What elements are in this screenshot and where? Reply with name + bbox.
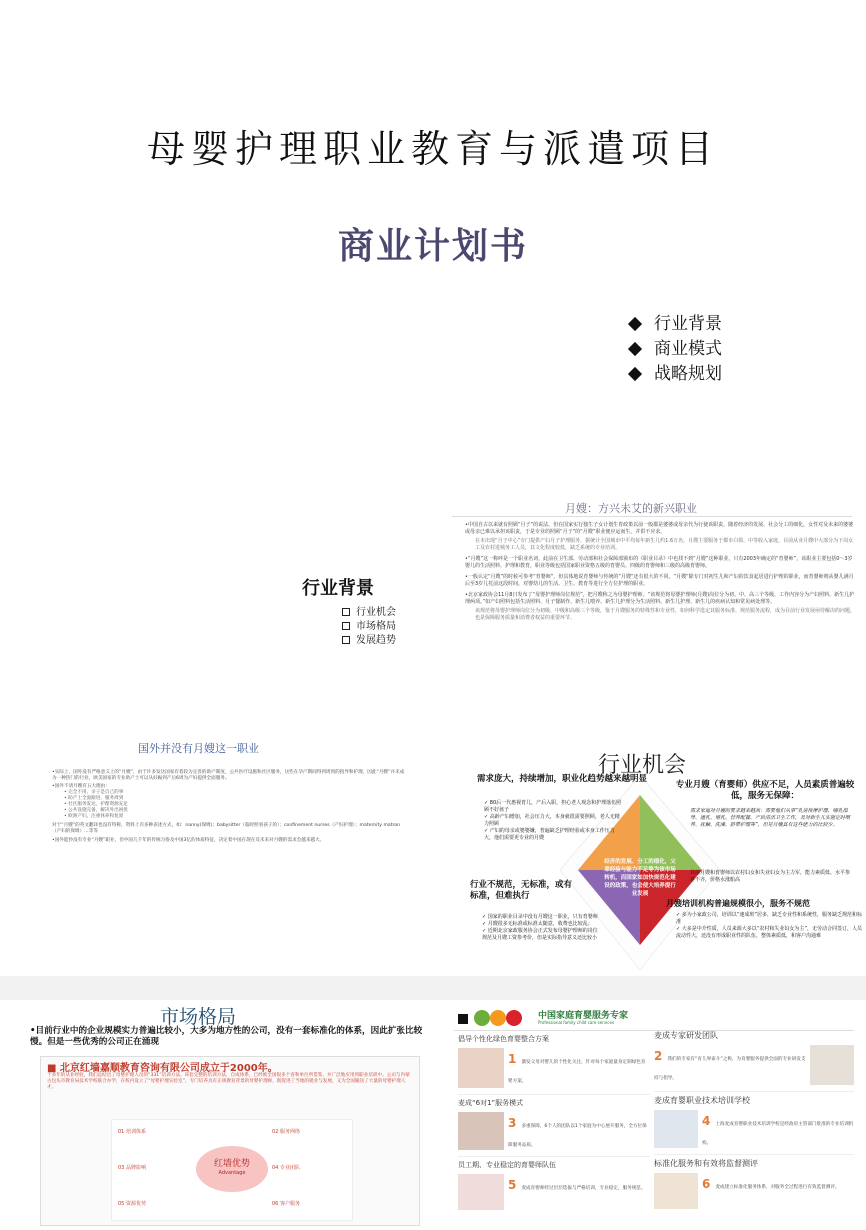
photo	[654, 1173, 698, 1209]
diamond-center-text: 经济的发展、分工的细化，父辈经验与能力不足等为该市场转机，而国家如加快规范化建设的政策，也会使大培养提行业发展	[604, 859, 676, 897]
square-bullet-icon	[342, 636, 350, 644]
advantage-label: 03 品牌影响	[118, 1165, 146, 1171]
cover-subtitle: 商业计划书	[337, 226, 528, 267]
q3-list: ✓ 国家的职业目录中没有月嫂这一职业，只有育婴师 ✓ 月嫂很多无标准或标准太随意，收费也比较乱； ✓ 近期北京家政服务协会正式发布母婴护理师的岗位规范及月嫂工资参考价，但是实际指导意义还比较小	[482, 914, 598, 941]
block-number: 5	[508, 1178, 517, 1192]
q1-list: ✓ 80后一代惠视育儿，产后入职，担心老人观念和护理落伍照顾不好孩子 ✓ 高龄产妇增加，社会压力大，本身就很需要照顾，老人无精力照顾 ✓ 产妇的母亲或婆婆嫌，普遍缺乏护理经验或本身工作压力大，他们需要更专业的月嫂	[484, 800, 622, 841]
block	[458, 1112, 650, 1150]
logo-bar	[454, 1004, 854, 1031]
paragraph: •北京家政协会11月8日发布了“母婴护理师岗位规范”，把月嫂称之为母婴护理师。“该规范将母婴护理师(月嫂)岗位分为初、中、高三个等级，工作内容分为产妇照料、新生儿护理两项。”如产妇照料包括生活照料、月子餐制作、新生儿喂养、新生儿护理分为生活照料、新生儿护理、新生儿的疾病认知和常见病处理等。	[465, 592, 855, 605]
cover-slide	[0, 0, 866, 492]
advantage-label: 05 资源优势	[118, 1201, 146, 1207]
diamond-bullet-icon	[628, 317, 642, 331]
section-title: 行业背景	[302, 578, 374, 599]
photo	[810, 1045, 854, 1085]
block-number: 2	[654, 1049, 663, 1063]
block-number: 3	[508, 1116, 517, 1130]
block-text: 麦成建立标准化服务体系，对服务全过程进行有效监督测评。	[715, 1185, 840, 1190]
background-paragraphs	[465, 522, 857, 622]
company-text: 十多年的从业经验，我们总结出了母婴护理人员的“331”培训方法。该套完整的培训方法，自成体系，已经被全国很多个省和单位所借鉴，并广泛地应用到职业培训中。公司与内蒙古包头市教育局技术学校联合办学，在校内设立了“母婴护理实验室”，专门培养具有正规教育背景的母婴护理师，既促进了当地的就业与发展，又为全国输送了大量的母婴护理人才。	[47, 1073, 410, 1090]
photo	[654, 1110, 698, 1148]
block-text: 麦成育婴师经过层层选拔与严格培训，专业稳定，服务规范。	[521, 1186, 646, 1191]
paragraph-note: 在本出现“月子中心”专门提供产妇月子护理服务，据统计全国城市中平均每年新生儿约1.6万名，月嫂主要服务于都市白领、中等收入家庭，目前从业月嫂中大部分为下岗女工及农村进城务工人员，其文化程度较低，缺乏系统的专业培训。	[475, 538, 854, 551]
advantage-label: 01 培训体系	[118, 1129, 146, 1135]
photo	[458, 1048, 504, 1088]
block	[654, 1173, 854, 1209]
block	[458, 1174, 650, 1210]
market-slide	[0, 1000, 440, 1230]
block-title: 麦成育婴职业技术培训学校	[654, 1091, 854, 1106]
block-text: 上海麦成育婴职业技术培训学校是经政府主管部门批准的专业培训机构。	[702, 1122, 854, 1146]
expert-slide	[440, 1000, 866, 1230]
company-title: ■ 北京红墙嘉顺教育咨询有限公司成立于2000年。	[47, 1063, 278, 1074]
q1-title: 需求庞大，持续增加，职业化趋势越来越明显	[477, 774, 648, 784]
logo-sub: Professional family child care services	[538, 1020, 615, 1025]
cover-menu	[630, 312, 722, 387]
cover-title: 母婴护理职业教育与派遣项目	[146, 127, 719, 171]
block-title: 标准化服务和有效将监督测评	[654, 1154, 854, 1169]
block-number: 1	[508, 1052, 517, 1066]
diamond-bullet-icon	[628, 367, 642, 381]
expert-column-right	[654, 1030, 854, 1209]
block-title: 麦成“6对1”服务模式	[458, 1094, 650, 1108]
photo	[458, 1112, 504, 1150]
logo-text: 中国家庭育婴服务专家	[538, 1011, 629, 1021]
advantage-label: 02 服务网络	[272, 1129, 300, 1135]
block	[654, 1110, 854, 1148]
advantage-center-label-en: Advantage	[218, 1170, 246, 1176]
section-item: 行业机会	[342, 606, 396, 620]
section-items	[342, 606, 396, 648]
q3-title: 行业不规范，无标准，或有标准，但难执行	[470, 880, 573, 901]
q2-text2: 目前月嫂和育婴师以农村妇女和失业妇女为主力军，能力素质低、水平参差不齐，价格水涨船高	[690, 870, 851, 883]
block	[654, 1045, 854, 1085]
square-bullet-icon	[342, 622, 350, 630]
divider	[452, 516, 852, 517]
background-header: 月嫂：方兴未艾的新兴职业	[565, 502, 697, 515]
opportunity-title: 行业机会	[598, 753, 687, 778]
opportunity-slide	[0, 730, 866, 976]
diamond-bullet-icon	[628, 342, 642, 356]
market-title: 市场格局	[160, 1006, 237, 1028]
company-box	[40, 1056, 420, 1226]
background-slide	[0, 492, 866, 754]
block	[458, 1048, 650, 1088]
block-title: 员工期、专业稳定的育婴师队伍	[458, 1156, 650, 1170]
section-item: 市场格局	[342, 620, 396, 634]
block-number: 4	[702, 1114, 711, 1128]
paragraph: •“月嫂”这一称呼是一个职业名词，此前在卫生部、劳动部和社会保障部颁布的《职业目录》中也找不到“月嫂”这种职业，只有2003年确定的“育婴师”，该职业主要包括0～3岁婴儿的生活照料、护理和教育，职业等级包括国家职业资格五级的育婴员、四级的育婴师和三级的高级育婴师。	[465, 556, 853, 569]
section-item: 发展趋势	[342, 634, 396, 648]
block-title: 倡导个性化绿色育婴整合方案	[458, 1035, 549, 1043]
q2-title: 专业月嫂（育婴师）供应不足，人员素质普遍较低，服务无保障：	[675, 780, 855, 801]
q4-title: 月嫂培训机构普遍规模很小，服务不规范	[666, 899, 810, 908]
menu-item: 行业背景	[630, 312, 722, 337]
paragraph: •一般认定“月嫂”的时候可参考“育婴师”，但具体地说育婴师与传统的“月嫂”还有很大的不同。“月嫂”除专门对初生儿和产妇的饮食起居进行护理的职业，而育婴师则从婴儿满月后至3岁儿托前这段时间，对婴幼儿的生活、卫生、教育等进行全方位护理的职业。	[465, 574, 854, 587]
advantage-label: 06 客户服务	[272, 1201, 300, 1207]
market-bullet: •目前行业中的企业规模实力普遍比较小，大多为地方性的公司，没有一套标准化的体系，因此扩张比较慢。但是一些优秀的公司正在涌现	[30, 1026, 423, 1047]
advantage-center	[196, 1146, 268, 1192]
q4-list: ✓ 多为小家政公司，培训以“速成班”居多，缺乏专业性和系统性，服务缺乏规范和标准 ✓ 大多是中介性质，人员来源大多以“农村和失业妇女为主”，无劳动合同签订，人员流动性大，还没有形成职业性的队伍，整体素质低，和客户沟通难	[676, 912, 862, 939]
foreign-title: 国外并没有月嫂这一职业	[138, 742, 259, 755]
block-title: 麦成专家研发团队	[654, 1031, 718, 1040]
block-text: 激发父母对婴儿的个性化关注，针对每个家庭量身定制绿色育婴方案。	[508, 1060, 646, 1084]
advantage-diagram	[111, 1119, 353, 1221]
paragraph-note: 该规范将母婴护理师岗位分为初级、中级和高级三个等级，鉴于月嫂服务的特殊性和专业性，如何科学选定其服务标准、规范服务流程，成为目前行业发展亟待解决的问题，也是保障服务质量和消费者权益的重要环节。	[475, 608, 856, 621]
menu-item: 战略规划	[630, 362, 722, 387]
paragraph: •中国自古以来就有照顾“月子”的说法，但在国家实行独生子女计划生育政策以前一般都是婆婆或母亲代为行使该职责。随着经济的发展、社会分工的细化，女性对及未来的婆婆或母亲已难以承担该职责，于是专业的照顾“月子”的“月嫂”职业便应运而生，并供不应求。	[465, 522, 854, 535]
block-number: 6	[702, 1177, 711, 1191]
brand-logo	[458, 1008, 528, 1028]
photo	[458, 1174, 504, 1210]
menu-item: 商业模式	[630, 337, 722, 362]
advantage-label: 04 专业团队	[272, 1165, 300, 1171]
square-bullet-icon	[342, 608, 350, 616]
block-text: 多重保障，6个人的团队以1个家庭为中心展开服务，全方位保障服务品质。	[508, 1124, 647, 1148]
q2-text: 需求家庭对月嫂的要求越来越高：需要他们从事“乳房按摩护理、哺乳指导、通乳、增乳、营养配餐、产后清洁卫生工作，及对新生儿实施定时喂养、抚触、洗澡、脐带护理等”，但是月嫂具有这些能力的比较少。	[690, 808, 851, 828]
advantage-center-label: 红墙优势	[213, 1159, 250, 1169]
foreign-text: •实际上，国外没有严格意义上的“月嫂”，由于许多发达国家有着较为完善的助产制度、公共医疗设施和社区服务，这些在孕产期间得到周到的指导和护理，因此“月嫂”并未成为一种热门的行业，欧美国家的专业助产士可以从妊娠到产后6周为产妇提供全面服务。 •国外不请月嫂有五大理由： • 完全不用，亲子是自己的事 • 助产士全面跟进，服务周到 • 社区服务发达，护理资源充足 • 公共设施完备，解决外出困扰 • 欧洲产妇，注重休养和复原 对于“月嫂”的英文翻译也没有特称，资料上有多种表述方式，如：nanny(保姆)；babysitter（临时照看孩子的）；confinement nurses（产妇护理）；maternity matron（产妇的保姆）…等等 •国外能抄没有专业“月嫂”职业，但中国几千年的传统习俗及中国3亿的体质特征，决定着中国在现在及未来对月嫂的需求会越来越大。	[52, 770, 405, 843]
expert-column-left	[458, 1034, 650, 1210]
block-text: 我们的专家有“育儿界泰斗”之称，为育婴服务提供全面的专业研发支持与指导。	[654, 1057, 806, 1081]
